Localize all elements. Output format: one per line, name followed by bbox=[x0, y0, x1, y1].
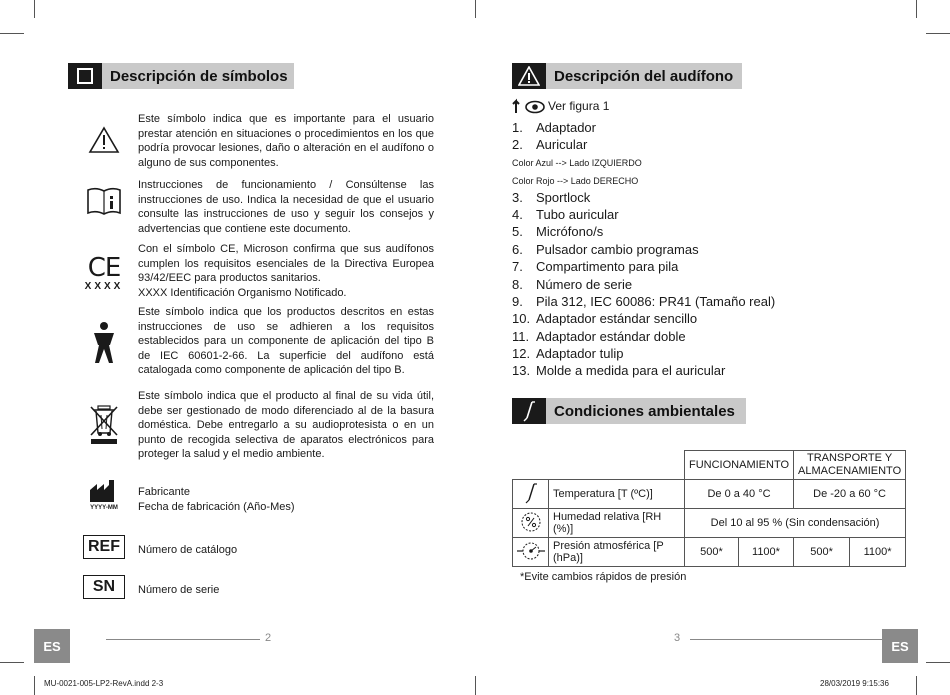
type-b-person-icon bbox=[70, 305, 138, 378]
see-figure-text: Ver figura 1 bbox=[548, 99, 610, 113]
list-item: 13. Molde a medida para el auricular bbox=[512, 363, 726, 379]
symbol-description: Fabricante bbox=[138, 486, 190, 498]
symbols-section-title: Descripción de símbolos bbox=[110, 67, 288, 85]
column-header-operation: FUNCIONAMIENTO bbox=[685, 451, 794, 480]
language-tab: ES bbox=[34, 629, 70, 663]
symbol-description: Instrucciones de funcionamiento / Consúltense las instrucciones de uso. Indica la necesidad de que el usuario consulte las instrucciones de uso y seguir los consejos y advertencias que contiene este documento. bbox=[138, 179, 434, 235]
weee-bin-icon bbox=[70, 389, 138, 462]
symbol-description: Número de serie bbox=[138, 584, 220, 596]
file-slug: MU-0021-005-LP2-RevA.indd 2-3 bbox=[44, 679, 164, 688]
ce-notified-body-number: XXXX bbox=[84, 280, 124, 292]
crop-mark bbox=[475, 676, 476, 695]
parts-list bbox=[512, 120, 892, 381]
crop-mark bbox=[926, 33, 950, 34]
device-section-title: Descripción del audífono bbox=[554, 67, 734, 85]
symbol-description: Este símbolo indica que el producto al final de su vida útil, debe ser gestionado de modo diferenciado al de la basura doméstica. Debe entregarlo a su audioprotesista o en un punto de recogida selectiva de aparatos electrónicos para proteger la salud y el medio ambiente. bbox=[138, 390, 434, 461]
date-slug: 28/03/2019 9:15:36 bbox=[820, 679, 889, 688]
pressure-operation-min: 500* bbox=[685, 538, 739, 567]
crop-mark bbox=[34, 0, 35, 18]
symbol-row-warning bbox=[70, 112, 435, 170]
symbol-row-ce bbox=[70, 242, 435, 300]
temperature-storage: De -20 a 60 °C bbox=[794, 480, 906, 509]
table-row bbox=[513, 480, 906, 509]
device-section-header bbox=[512, 63, 742, 89]
environment-table bbox=[512, 450, 906, 567]
table-row bbox=[513, 509, 906, 538]
page-number: 2 bbox=[265, 632, 272, 644]
sn-icon: SN bbox=[70, 575, 138, 599]
footer-rule bbox=[106, 639, 260, 640]
list-item: 12. Adaptador tulip bbox=[512, 346, 624, 362]
pressure-storage-min: 500* bbox=[794, 538, 850, 567]
crop-mark bbox=[0, 662, 24, 663]
crop-mark bbox=[916, 676, 917, 695]
list-item: 10. Adaptador estándar sencillo bbox=[512, 311, 698, 327]
temperature-icon bbox=[513, 480, 549, 509]
crop-mark bbox=[916, 0, 917, 18]
language-tab: ES bbox=[882, 629, 918, 663]
crop-mark bbox=[475, 0, 476, 18]
symbol-description: Este símbolo indica que los productos descritos en estas instrucciones de uso se adhieren a los requisitos establecidos para un componente de aplicación del tipo B de IEC 60601-2-66. La superficie del audífono está catalogada como componente de aplicación del tipo B. bbox=[138, 306, 434, 377]
table-row bbox=[513, 538, 906, 567]
see-figure-line bbox=[512, 97, 609, 115]
temperature-label: Temperatura [T (ºC)] bbox=[549, 480, 685, 509]
color-note: Color Rojo --> Lado DERECHO bbox=[512, 175, 639, 186]
list-item: 7. Compartimento para pila bbox=[512, 259, 679, 275]
symbols-section-header bbox=[68, 63, 294, 89]
list-item: 5. Micrófono/s bbox=[512, 224, 604, 240]
symbol-row-ref bbox=[70, 535, 435, 559]
crop-mark bbox=[926, 662, 950, 663]
environment-section-header bbox=[512, 398, 746, 424]
environment-section-title: Condiciones ambientales bbox=[554, 402, 735, 420]
symbol-row-manufacturer bbox=[70, 485, 435, 514]
symbol-row-type-b bbox=[70, 305, 435, 378]
manufacturer-icon bbox=[70, 477, 138, 514]
warning-triangle-icon bbox=[512, 63, 546, 89]
footer-rule bbox=[690, 639, 882, 640]
ref-icon: REF bbox=[70, 535, 138, 559]
eye-icon bbox=[512, 97, 546, 115]
color-note: Color Azul --> Lado IZQUIERDO bbox=[512, 158, 642, 169]
symbol-row-sn bbox=[70, 575, 435, 599]
pressure-icon bbox=[513, 538, 549, 567]
list-item: 2. Auricular bbox=[512, 137, 588, 153]
pressure-label: Presión atmosférica [P (hPa)] bbox=[549, 538, 685, 567]
humidity-value: Del 10 al 95 % (Sin condensación) bbox=[685, 509, 906, 538]
symbol-row-weee bbox=[70, 389, 435, 462]
temperature-operation: De 0 a 40 °C bbox=[685, 480, 794, 509]
warning-triangle-icon bbox=[70, 112, 138, 170]
instructions-book-icon bbox=[70, 178, 138, 236]
symbol-description: Número de catálogo bbox=[138, 544, 238, 556]
list-item: 8. Número de serie bbox=[512, 276, 633, 292]
thermometer-icon bbox=[512, 398, 546, 424]
symbol-description-extra: Fecha de fabricación (Año-Mes) bbox=[138, 500, 295, 513]
symbol-description-extra: XXXX Identificación Organismo Notificado. bbox=[138, 286, 347, 299]
list-item: 9. Pila 312, IEC 60086: PR41 (Tamaño real) bbox=[512, 293, 776, 309]
pressure-footnote: *Evite cambios rápidos de presión bbox=[520, 571, 687, 583]
humidity-label: Humedad relativa [RH (%)] bbox=[549, 509, 685, 538]
pressure-operation-max: 1100* bbox=[738, 538, 793, 567]
list-item: 3. Sportlock bbox=[512, 189, 591, 205]
column-header-storage: TRANSPORTE Y ALMACENAMIENTO bbox=[794, 451, 906, 480]
manufacture-date-format: YYYY-MM bbox=[90, 505, 118, 512]
crop-mark bbox=[34, 676, 35, 695]
humidity-icon bbox=[513, 509, 549, 538]
pressure-storage-max: 1100* bbox=[850, 538, 906, 567]
list-item: 6. Pulsador cambio programas bbox=[512, 241, 699, 257]
page-number: 3 bbox=[674, 632, 681, 644]
symbol-description: Este símbolo indica que es importante para el usuario prestar atención en situaciones o procedimientos en los que podría provocar lesiones, daño o alteración en el audífono o alguno de sus componentes. bbox=[138, 113, 434, 169]
list-item: 4. Tubo auricular bbox=[512, 206, 619, 222]
list-item: 11. Adaptador estándar doble bbox=[512, 328, 686, 344]
list-item: 1. Adaptador bbox=[512, 120, 596, 135]
square-icon bbox=[68, 63, 102, 89]
ce-mark-icon: CE XXXX bbox=[84, 252, 124, 292]
symbol-row-instructions bbox=[70, 178, 435, 236]
crop-mark bbox=[0, 33, 24, 34]
symbol-description: Con el símbolo CE, Microson confirma que sus audífonos cumplen los requisitos esenciales de la Directiva Europea 93/42/EEC para productos sanitarios. bbox=[138, 243, 434, 285]
